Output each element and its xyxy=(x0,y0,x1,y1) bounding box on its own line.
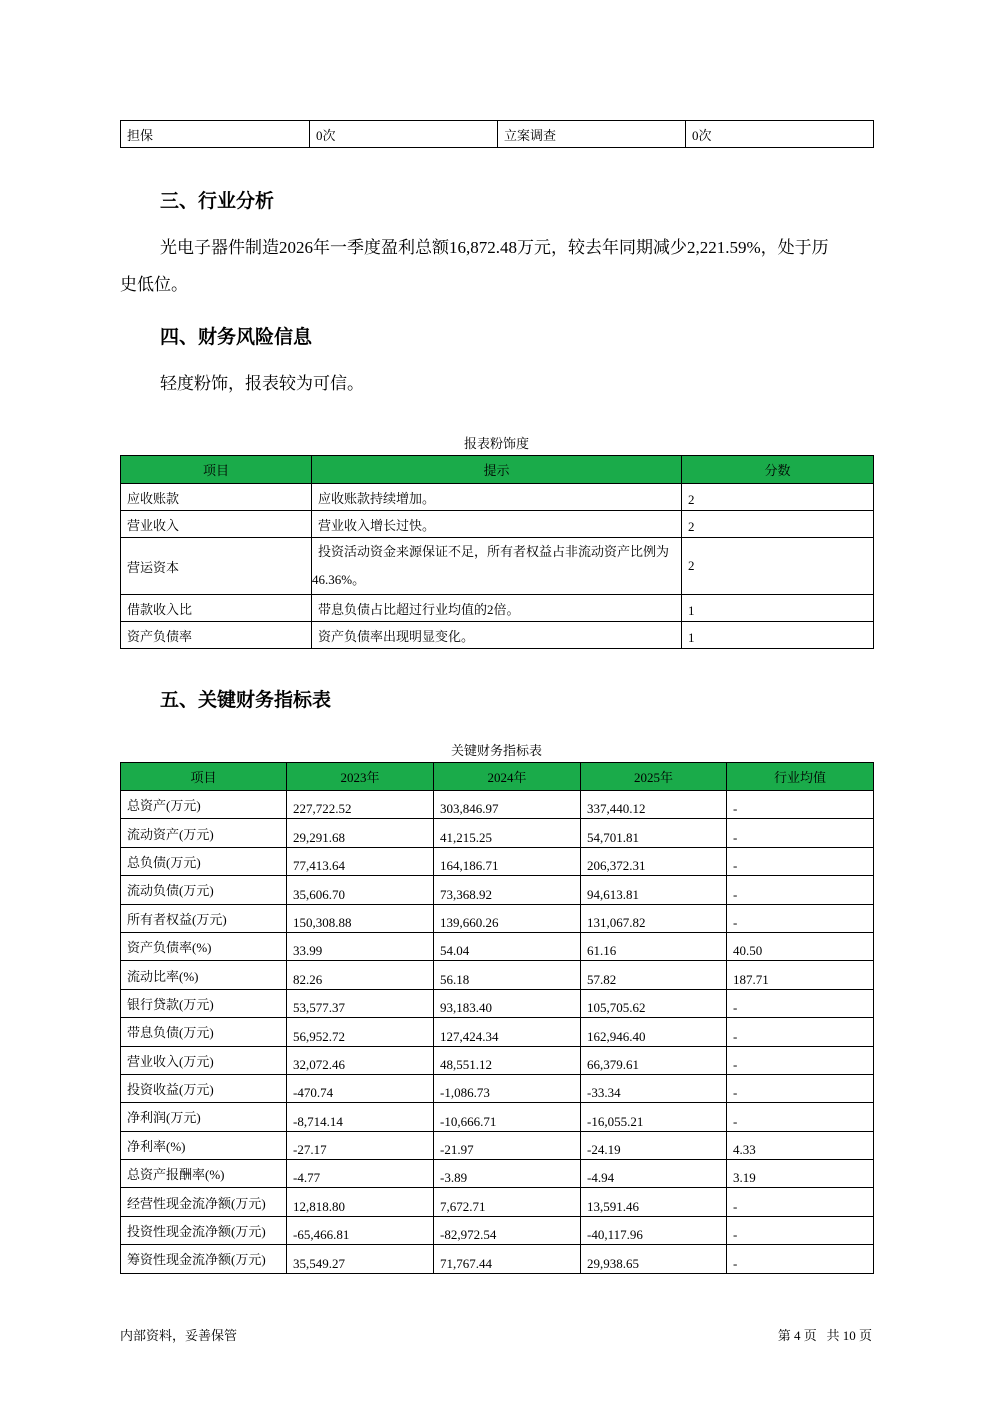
table-row xyxy=(121,121,874,148)
value-cell: 105,705.62 xyxy=(581,989,727,1017)
row-label: 银行贷款(万元) xyxy=(121,989,287,1017)
row-label: 净利润(万元) xyxy=(121,1103,287,1131)
value-cell: 71,767.44 xyxy=(434,1245,581,1273)
table-row xyxy=(121,932,874,960)
table-row xyxy=(121,1216,874,1244)
value-cell: 164,186.71 xyxy=(434,847,581,875)
column-header: 项目 xyxy=(121,763,287,791)
value-cell: 35,549.27 xyxy=(287,1245,434,1273)
table-row xyxy=(121,1046,874,1074)
value-cell: 56.18 xyxy=(434,961,581,989)
row-label: 应收账款 xyxy=(121,484,312,511)
table-row xyxy=(121,1160,874,1188)
value-cell: 94,613.81 xyxy=(581,876,727,904)
table-cell: 0次 xyxy=(310,121,498,148)
value-cell: - xyxy=(727,904,874,932)
table-row xyxy=(121,1103,874,1131)
value-cell: 82.26 xyxy=(287,961,434,989)
row-label: 所有者权益(万元) xyxy=(121,904,287,932)
value-cell: 7,672.71 xyxy=(434,1188,581,1216)
table-row xyxy=(121,847,874,875)
value-cell: 29,938.65 xyxy=(581,1245,727,1273)
value-cell: 73,368.92 xyxy=(434,876,581,904)
value-cell: 337,440.12 xyxy=(581,791,727,819)
top-table xyxy=(120,120,874,148)
score-cell: 2 xyxy=(682,484,874,511)
value-cell: 162,946.40 xyxy=(581,1018,727,1046)
hint-cell: 应收账款持续增加。 xyxy=(312,484,682,511)
value-cell: -40,117.96 xyxy=(581,1216,727,1244)
value-cell: -27.17 xyxy=(287,1131,434,1159)
table-header-row xyxy=(121,456,874,484)
section-heading-key-metrics: 五、关键财务指标表 xyxy=(160,689,332,711)
value-cell: - xyxy=(727,989,874,1017)
table-row xyxy=(121,904,874,932)
value-cell: 35,606.70 xyxy=(287,876,434,904)
row-label: 筹资性现金流净额(万元) xyxy=(121,1245,287,1273)
value-cell: 150,308.88 xyxy=(287,904,434,932)
value-cell: - xyxy=(727,791,874,819)
value-cell: - xyxy=(727,876,874,904)
row-label: 经营性现金流净额(万元) xyxy=(121,1188,287,1216)
value-cell: - xyxy=(727,847,874,875)
value-cell: 227,722.52 xyxy=(287,791,434,819)
row-label: 资产负债率(%) xyxy=(121,932,287,960)
hint-line: 46.36%。 xyxy=(312,572,366,587)
row-label: 净利率(%) xyxy=(121,1131,287,1159)
row-label: 营运资本 xyxy=(121,538,312,595)
row-label: 流动负债(万元) xyxy=(121,876,287,904)
row-label: 总负债(万元) xyxy=(121,847,287,875)
table-cell: 立案调查 xyxy=(498,121,686,148)
row-label: 总资产报酬率(%) xyxy=(121,1160,287,1188)
table-row xyxy=(121,595,874,622)
value-cell: -21.97 xyxy=(434,1131,581,1159)
value-cell: 32,072.46 xyxy=(287,1046,434,1074)
value-cell: 53,577.37 xyxy=(287,989,434,1017)
value-cell: 12,818.80 xyxy=(287,1188,434,1216)
value-cell: -10,666.71 xyxy=(434,1103,581,1131)
value-cell: - xyxy=(727,1018,874,1046)
value-cell: -8,714.14 xyxy=(287,1103,434,1131)
value-cell: -65,466.81 xyxy=(287,1216,434,1244)
value-cell: 29,291.68 xyxy=(287,819,434,847)
score-cell: 2 xyxy=(682,538,874,595)
value-cell: 3.19 xyxy=(727,1160,874,1188)
value-cell: 93,183.40 xyxy=(434,989,581,1017)
table-row xyxy=(121,511,874,538)
table-row xyxy=(121,989,874,1017)
row-label: 流动资产(万元) xyxy=(121,819,287,847)
row-label: 流动比率(%) xyxy=(121,961,287,989)
footer-page-number: 第 4 页 共 10 页 xyxy=(777,1328,872,1343)
value-cell: - xyxy=(727,1245,874,1273)
table-row xyxy=(121,961,874,989)
row-label: 总资产(万元) xyxy=(121,791,287,819)
table-header-row xyxy=(121,763,874,791)
risk-table-caption: 报表粉饰度 xyxy=(463,436,529,451)
footer-confidential: 内部资料，妥善保管 xyxy=(120,1328,238,1343)
section-heading-risk: 四、财务风险信息 xyxy=(160,326,313,348)
table-row xyxy=(121,1188,874,1216)
value-cell: -16,055.21 xyxy=(581,1103,727,1131)
risk-paragraph: 轻度粉饰，报表较为可信。 xyxy=(160,374,364,393)
value-cell: 187.71 xyxy=(727,961,874,989)
value-cell: 48,551.12 xyxy=(434,1046,581,1074)
table-row xyxy=(121,819,874,847)
table-row xyxy=(121,1131,874,1159)
table-row xyxy=(121,538,874,595)
row-label: 资产负债率 xyxy=(121,622,312,649)
row-label: 投资性现金流净额(万元) xyxy=(121,1216,287,1244)
industry-paragraph-line2: 史低位。 xyxy=(120,275,188,294)
value-cell: - xyxy=(727,1074,874,1102)
hint-cell: 资产负债率出现明显变化。 xyxy=(312,622,682,649)
value-cell: 303,846.97 xyxy=(434,791,581,819)
table-cell: 担保 xyxy=(121,121,310,148)
value-cell: - xyxy=(727,1103,874,1131)
value-cell: 40.50 xyxy=(727,932,874,960)
table-row xyxy=(121,1245,874,1273)
value-cell: -33.34 xyxy=(581,1074,727,1102)
value-cell: 13,591.46 xyxy=(581,1188,727,1216)
table-row xyxy=(121,622,874,649)
column-header: 2023年 xyxy=(287,763,434,791)
value-cell: 54.04 xyxy=(434,932,581,960)
value-cell: - xyxy=(727,1188,874,1216)
value-cell: 57.82 xyxy=(581,961,727,989)
value-cell: 139,660.26 xyxy=(434,904,581,932)
column-header: 2024年 xyxy=(434,763,581,791)
value-cell: -1,086.73 xyxy=(434,1074,581,1102)
column-header: 行业均值 xyxy=(727,763,874,791)
value-cell: 127,424.34 xyxy=(434,1018,581,1046)
section-heading-industry: 三、行业分析 xyxy=(160,190,275,212)
value-cell: 54,701.81 xyxy=(581,819,727,847)
risk-table xyxy=(120,455,874,649)
value-cell: 4.33 xyxy=(727,1131,874,1159)
value-cell: -470.74 xyxy=(287,1074,434,1102)
value-cell: -3.89 xyxy=(434,1160,581,1188)
value-cell: 33.99 xyxy=(287,932,434,960)
value-cell: 61.16 xyxy=(581,932,727,960)
value-cell: -4.94 xyxy=(581,1160,727,1188)
column-header: 项目 xyxy=(121,456,312,484)
row-label: 营业收入 xyxy=(121,511,312,538)
column-header: 提示 xyxy=(312,456,682,484)
row-label: 投资收益(万元) xyxy=(121,1074,287,1102)
value-cell: -82,972.54 xyxy=(434,1216,581,1244)
row-label: 借款收入比 xyxy=(121,595,312,622)
value-cell: 41,215.25 xyxy=(434,819,581,847)
hint-cell: 营业收入增长过快。 xyxy=(312,511,682,538)
row-label: 营业收入(万元) xyxy=(121,1046,287,1074)
key-table-caption: 关键财务指标表 xyxy=(450,743,542,758)
table-row xyxy=(121,1018,874,1046)
value-cell: - xyxy=(727,819,874,847)
table-cell: 0次 xyxy=(686,121,874,148)
table-row xyxy=(121,791,874,819)
hint-cell xyxy=(312,538,682,595)
hint-cell: 带息负债占比超过行业均值的2倍。 xyxy=(312,595,682,622)
value-cell: -24.19 xyxy=(581,1131,727,1159)
hint-line: 投资活动资金来源保证不足，所有者权益占非流动资产比例为 xyxy=(318,544,670,559)
industry-paragraph-line1: 光电子器件制造2026年一季度盈利总额16,872.48万元，较去年同期减少2,221.59%，处于历 xyxy=(160,238,829,257)
value-cell: -4.77 xyxy=(287,1160,434,1188)
score-cell: 2 xyxy=(682,511,874,538)
table-row xyxy=(121,876,874,904)
table-row xyxy=(121,1074,874,1102)
column-header: 2025年 xyxy=(581,763,727,791)
value-cell: 77,413.64 xyxy=(287,847,434,875)
row-label: 带息负债(万元) xyxy=(121,1018,287,1046)
value-cell: 66,379.61 xyxy=(581,1046,727,1074)
value-cell: 206,372.31 xyxy=(581,847,727,875)
column-header: 分数 xyxy=(682,456,874,484)
key-metrics-table xyxy=(120,762,874,1274)
score-cell: 1 xyxy=(682,595,874,622)
value-cell: 56,952.72 xyxy=(287,1018,434,1046)
value-cell: - xyxy=(727,1046,874,1074)
key-table-body xyxy=(121,791,874,1274)
value-cell: - xyxy=(727,1216,874,1244)
score-cell: 1 xyxy=(682,622,874,649)
table-row xyxy=(121,484,874,511)
value-cell: 131,067.82 xyxy=(581,904,727,932)
